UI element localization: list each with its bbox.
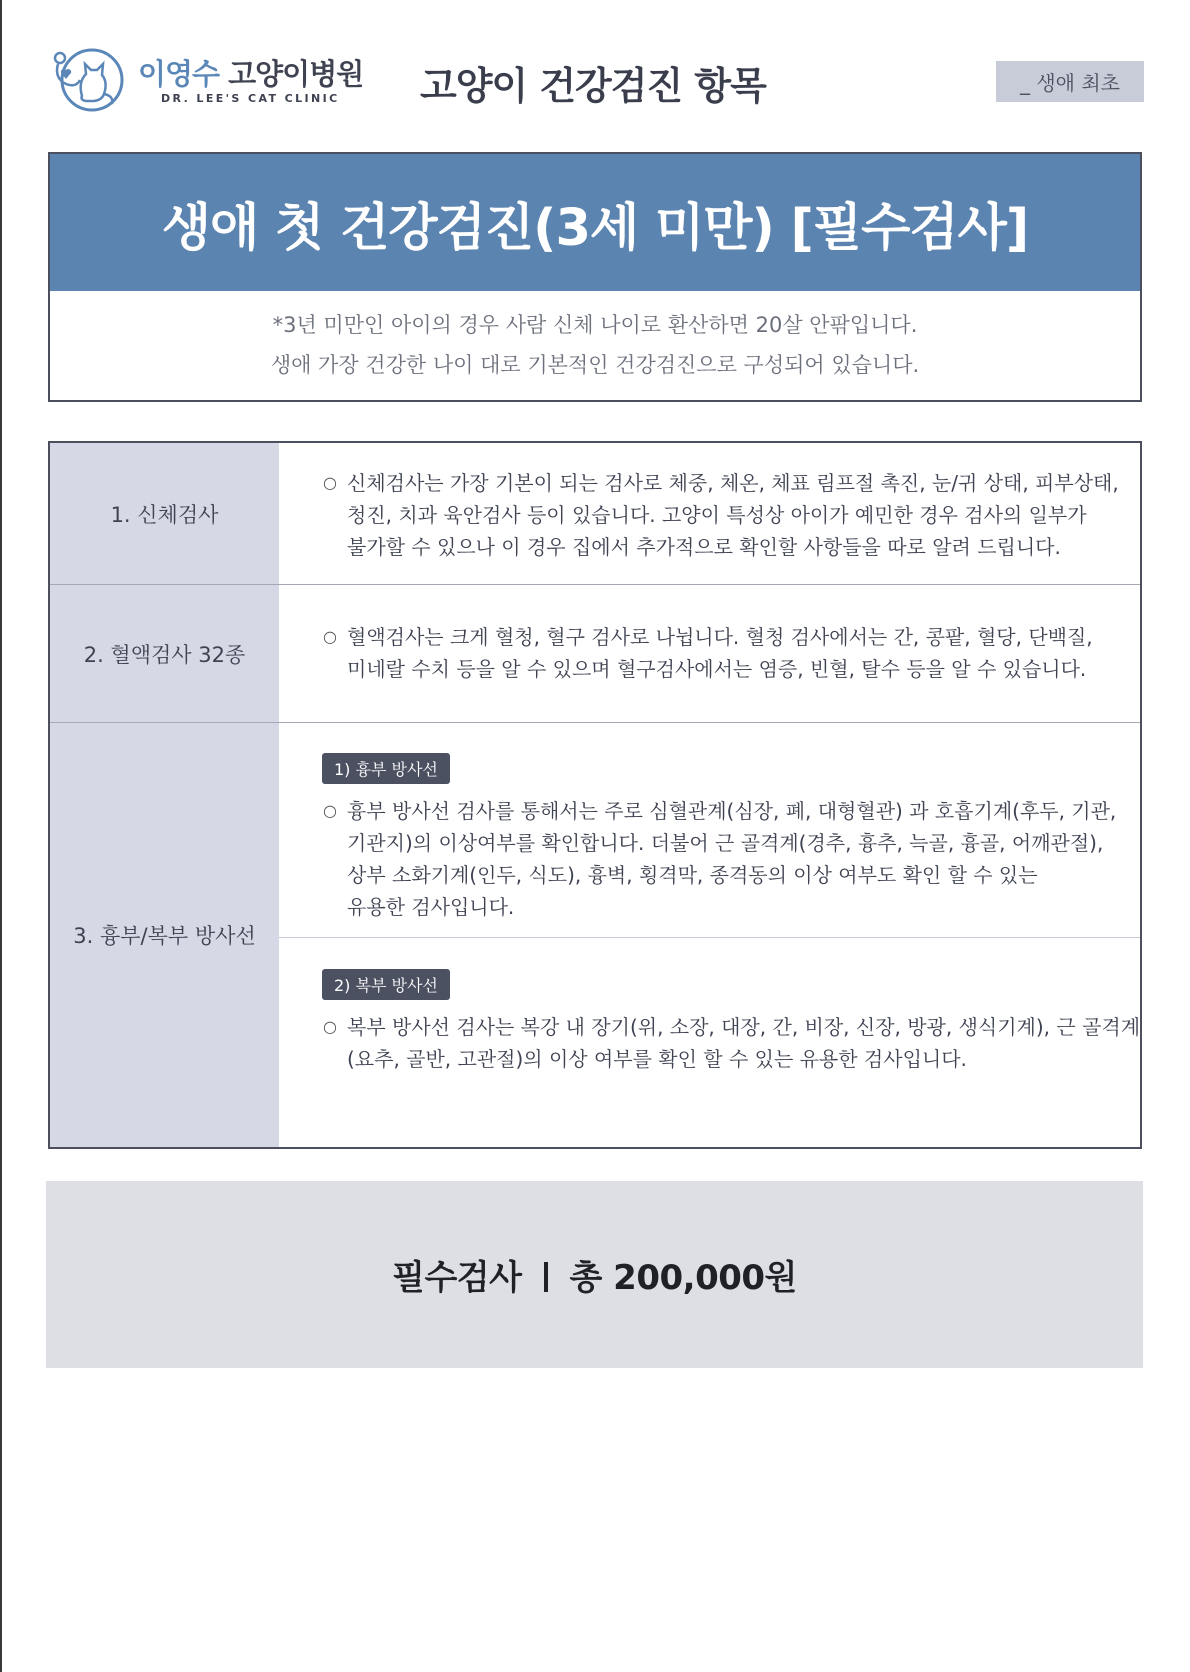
description-line: 청진, 치과 육안검사 등이 있습니다. 고양이 특성상 아이가 예민한 경우 검사의 일부가 [347,503,1087,527]
circle-bullet-icon: ○ [323,473,337,492]
circle-bullet-icon: ○ [323,801,337,820]
page-left-rule [0,0,2,1672]
cat-stethoscope-icon [52,44,128,114]
circle-bullet-icon: ○ [323,627,337,646]
banner-note [50,291,1140,385]
description-line: 상부 소화기계(인두, 식도), 흉벽, 횡격막, 종격동의 이상 여부도 확인 할 수 있는 [347,863,1038,887]
banner-note-line: 생애 가장 건강한 나이 대로 기본적인 건강검진으로 구성되어 있습니다. [270,353,920,377]
description-line: 혈액검사는 크게 혈청, 혈구 검사로 나뉩니다. 혈청 검사에서는 간, 콩팥, 혈당, 단백질, [347,625,1093,649]
exam-description [279,443,1140,584]
banner-heading: 생애 첫 건강검진(3세 미만) [필수검사] [50,154,1140,291]
clinic-logo [52,44,364,114]
exam-description [279,585,1140,722]
description-line: (요추, 골반, 고관절)의 이상 여부를 확인 할 수 있는 유용한 검사입니다. [347,1047,967,1071]
description-line: 흉부 방사선 검사를 통해서는 주로 심혈관계(심장, 폐, 대형혈관) 과 호흡기계(후두, 기관, [347,799,1117,823]
exam-table [48,441,1142,1149]
description-line: 복부 방사선 검사는 복강 내 장기(위, 소장, 대장, 간, 비장, 신장, 방광, 생식기계), 근 골격계 [347,1015,1141,1039]
subsection-tag: 2) 복부 방사선 [322,969,450,1000]
page-title: 고양이 건강검진 항목 [420,64,766,108]
subsection-divider [279,937,1140,938]
exam-label: 1. 신체검사 [50,443,279,584]
category-tag: _ 생애 최초 [996,61,1144,102]
price-label: 필수검사 [392,1258,522,1298]
table-row [50,585,1140,723]
clinic-subtitle: DR. LEE'S CAT CLINIC [161,92,340,105]
clinic-name-accent: 이영수 [138,57,220,91]
price-separator [544,1262,548,1292]
description-line: 미네랄 수치 등을 알 수 있으며 혈구검사에서는 염증, 빈혈, 탈수 등을 알 수 있습니다. [347,657,1087,681]
price-amount: 총 200,000원 [569,1258,797,1298]
exam-label: 2. 혈액검사 32종 [50,585,279,722]
circle-bullet-icon: ○ [323,1017,337,1036]
price-box [46,1181,1143,1368]
clinic-name [138,52,363,93]
subsection-tag: 1) 흉부 방사선 [322,753,450,784]
checkup-banner [48,152,1142,402]
description-line: 신체검사는 가장 기본이 되는 검사로 체중, 체온, 체표 림프절 촉진, 눈/귀 상태, 피부상태, [347,471,1119,495]
exam-description [279,723,1140,1147]
table-row [50,723,1140,1147]
table-row [50,443,1140,585]
price-summary [392,1250,797,1299]
description-line: 유용한 검사입니다. [347,895,515,919]
exam-label: 3. 흉부/복부 방사선 [50,723,279,1147]
clinic-name-main: 고양이병원 [228,57,364,91]
description-line: 기관지)의 이상여부를 확인합니다. 더불어 근 골격계(경추, 흉추, 늑골, 흉골, 어깨관절), [347,831,1104,855]
description-line: 불가할 수 있으나 이 경우 집에서 추가적으로 확인할 사항들을 따로 알려 드립니다. [347,535,1061,559]
banner-note-line: *3년 미만인 아이의 경우 사람 신체 나이로 환산하면 20살 안팎입니다. [272,313,918,337]
